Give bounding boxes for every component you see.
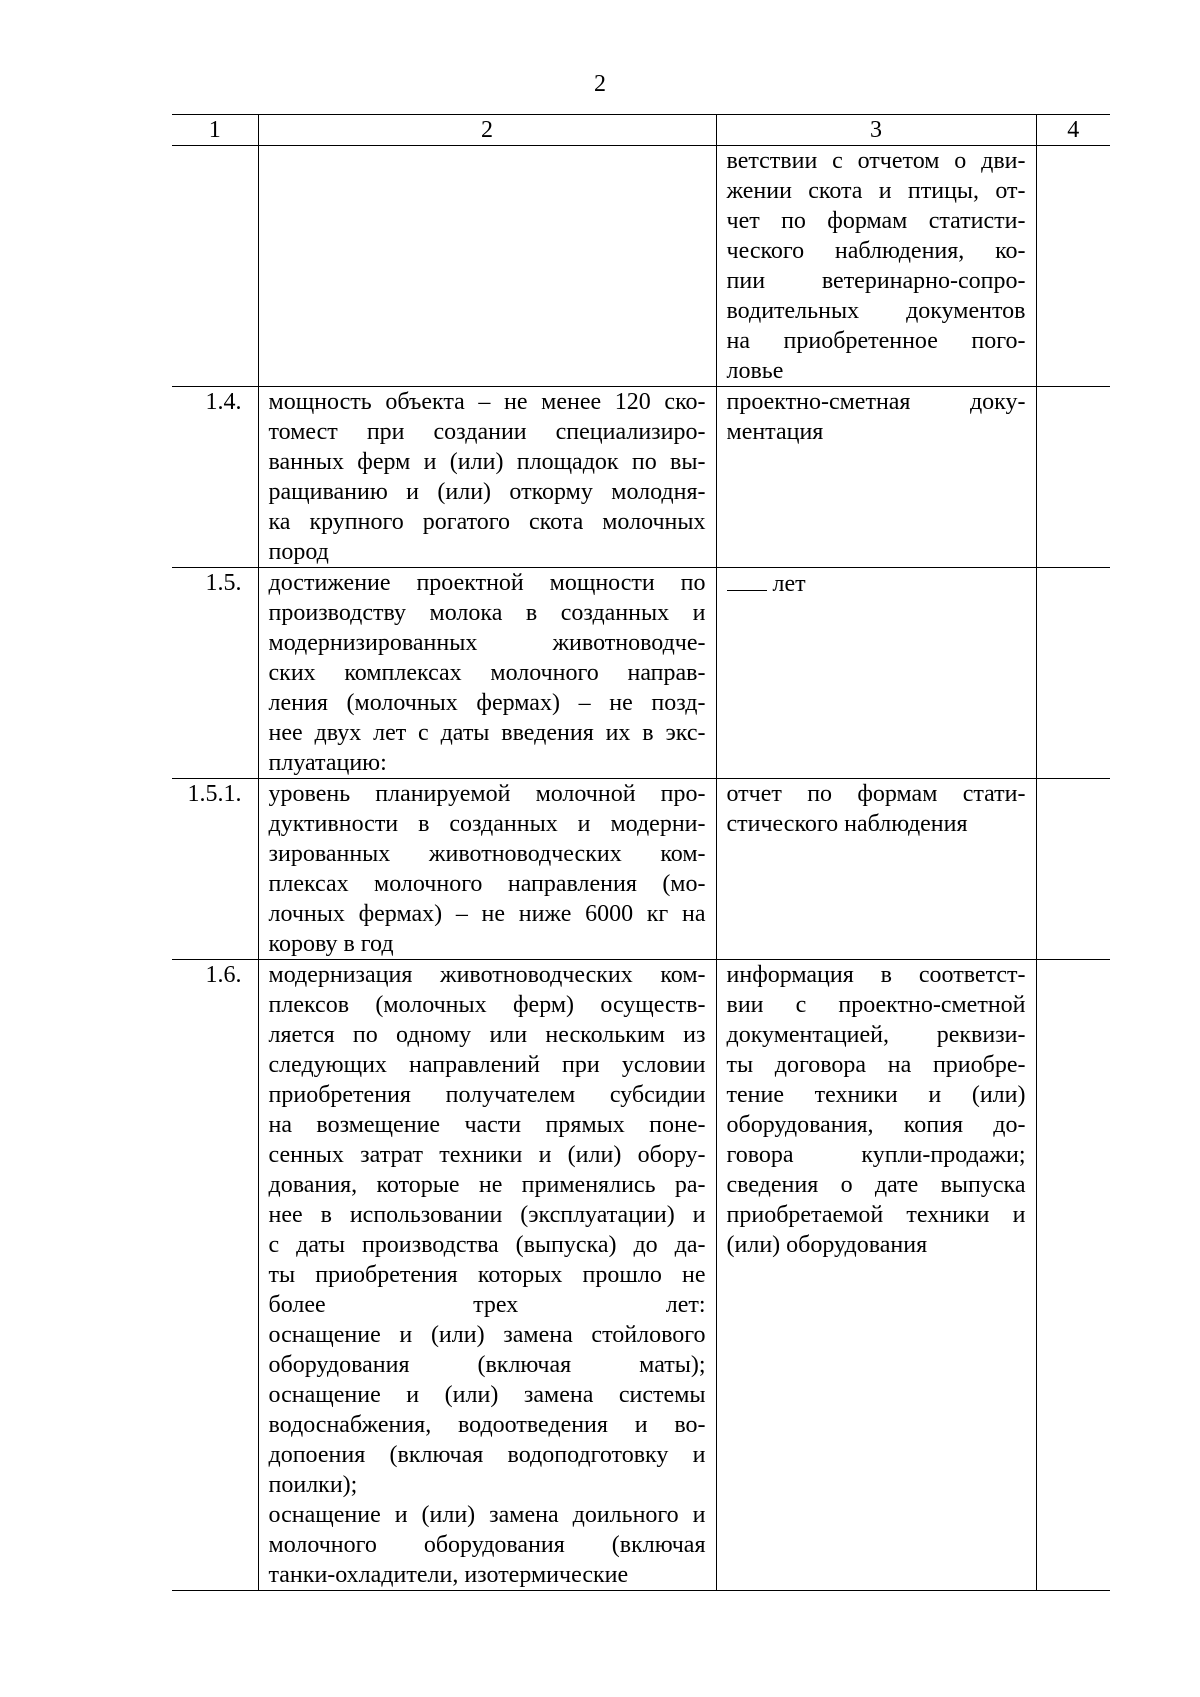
criterion-line: модернизированных животноводче-	[268, 630, 706, 656]
criterion-line: лочных фермах) – не ниже 6000 кг на	[268, 901, 706, 927]
criterion-line: ращиванию и (или) откорму молодня-	[268, 479, 706, 505]
note-cell	[1036, 387, 1110, 568]
note-cell	[1036, 146, 1110, 387]
blank-field	[727, 568, 767, 591]
criterion-line: модернизация животноводческих ком-	[268, 962, 706, 988]
document-line: ты договора на приобре-	[726, 1052, 1026, 1078]
document-line: информация в соответст-	[726, 962, 1026, 988]
criterion-line: дования, которые не применялись ра-	[268, 1172, 706, 1198]
header-row	[172, 115, 1110, 146]
criterion-line: ты приобретения которых прошло не	[268, 1262, 706, 1288]
row-number: 1.6.	[172, 960, 258, 1591]
header-col-3: 3	[716, 115, 1036, 146]
table-row	[172, 146, 1110, 387]
criterion-cell	[258, 146, 716, 387]
criterion-line: корову в год	[268, 931, 394, 957]
document-line: ческого наблюдения, ко-	[726, 238, 1026, 264]
document-line: ловье	[726, 358, 784, 384]
document-line: стического наблюдения	[726, 811, 968, 837]
criterion-line: сенных затрат техники и (или) обору-	[268, 1142, 706, 1168]
criterion-line: с даты производства (выпуска) до да-	[268, 1232, 706, 1258]
document-line: документацией, реквизи-	[726, 1022, 1026, 1048]
row-number: 1.4.	[172, 387, 258, 568]
criterion-line: зированных животноводческих ком-	[268, 841, 706, 867]
criterion-line: плексах молочного направления (мо-	[268, 871, 706, 897]
criterion-line: молочного оборудования (включая	[268, 1532, 706, 1558]
criterion-line: достижение проектной мощности по	[268, 570, 706, 596]
table-row	[172, 387, 1110, 568]
table-row	[172, 568, 1110, 779]
criterion-line: уровень планируемой молочной про-	[268, 781, 706, 807]
criterion-line: танки-охладители, изотермические	[268, 1562, 629, 1588]
document-line: пии ветеринарно-сопро-	[726, 268, 1026, 294]
criterion-cell	[258, 387, 716, 568]
document-line: вии с проектно-сметной	[726, 992, 1026, 1018]
document-line: сведения о дате выпуска	[726, 1172, 1026, 1198]
document-line: на приобретенное пого-	[726, 328, 1026, 354]
criterion-cell	[258, 568, 716, 779]
document-line: приобретаемой техники и	[726, 1202, 1026, 1228]
criterion-line: пород	[268, 539, 329, 565]
criterion-cell	[258, 960, 716, 1591]
criterion-line: плуатацию:	[268, 750, 387, 776]
criterion-line: ских комплексах молочного направ-	[268, 660, 706, 686]
document-cell	[716, 146, 1036, 387]
note-cell	[1036, 960, 1110, 1591]
document-cell	[716, 387, 1036, 568]
criterion-line: оборудования (включая маты);	[268, 1352, 706, 1378]
criterion-line: следующих направлений при условии	[268, 1052, 706, 1078]
header-col-2: 2	[258, 115, 716, 146]
document-cell	[716, 960, 1036, 1591]
criterion-line: водоснабжения, водоотведения и во-	[268, 1412, 706, 1438]
criterion-line: ляется по одному или нескольким из	[268, 1022, 706, 1048]
page-number: 2	[594, 71, 606, 97]
criterion-line: нее двух лет с даты введения их в экс-	[268, 720, 706, 746]
criterion-line: производству молока в созданных и	[268, 600, 706, 626]
criterion-line: ления (молочных фермах) – не позд-	[268, 690, 706, 716]
blank-field-suffix: лет	[772, 571, 806, 597]
criterion-line: ванных ферм и (или) площадок по вы-	[268, 449, 706, 475]
criterion-line: оснащение и (или) замена стойлового	[268, 1322, 706, 1348]
criterion-line: плексов (молочных ферм) осуществ-	[268, 992, 706, 1018]
note-cell	[1036, 568, 1110, 779]
criterion-line: на возмещение части прямых поне-	[268, 1112, 706, 1138]
header-col-1: 1	[172, 115, 258, 146]
criterion-line: оснащение и (или) замена системы	[268, 1382, 706, 1408]
blank-field-line	[727, 568, 1026, 598]
document-line: тение техники и (или)	[726, 1082, 1026, 1108]
document-cell	[716, 568, 1036, 779]
document-line: жении скота и птицы, от-	[726, 178, 1026, 204]
document-line: оборудования, копия до-	[726, 1112, 1026, 1138]
row-number: 1.5.	[172, 568, 258, 779]
row-number	[172, 146, 258, 387]
table-row	[172, 960, 1110, 1591]
criterion-cell	[258, 779, 716, 960]
document-line: (или) оборудования	[726, 1232, 928, 1258]
criterion-line: приобретения получателем субсидии	[268, 1082, 706, 1108]
criterion-line: оснащение и (или) замена доильного и	[268, 1502, 706, 1528]
document-line: водительных документов	[726, 298, 1026, 324]
document-line: ментация	[726, 419, 824, 445]
row-number: 1.5.1.	[172, 779, 258, 960]
criterion-line: томест при создании специализиро-	[268, 419, 706, 445]
criteria-table	[172, 114, 1110, 1591]
note-cell	[1036, 779, 1110, 960]
criterion-line: поилки);	[268, 1472, 358, 1498]
document-line: проектно-сметная доку-	[726, 389, 1026, 415]
table-body	[172, 146, 1110, 1591]
criterion-line: дуктивности в созданных и модерни-	[268, 811, 706, 837]
document-line: говора купли-продажи;	[726, 1142, 1026, 1168]
criterion-line: мощность объекта – не менее 120 ско-	[268, 389, 706, 415]
document-line: ветствии с отчетом о дви-	[726, 148, 1026, 174]
document-cell	[716, 779, 1036, 960]
criterion-line: ка крупного рогатого скота молочных	[268, 509, 706, 535]
table-header	[172, 115, 1110, 146]
document-line: чет по формам статисти-	[726, 208, 1026, 234]
table-row	[172, 779, 1110, 960]
criterion-line: более трех лет:	[268, 1292, 706, 1318]
document-line: отчет по формам стати-	[726, 781, 1026, 807]
criterion-line: допоения (включая водоподготовку и	[268, 1442, 706, 1468]
header-col-4: 4	[1036, 115, 1110, 146]
criterion-line: нее в использовании (эксплуатации) и	[268, 1202, 706, 1228]
